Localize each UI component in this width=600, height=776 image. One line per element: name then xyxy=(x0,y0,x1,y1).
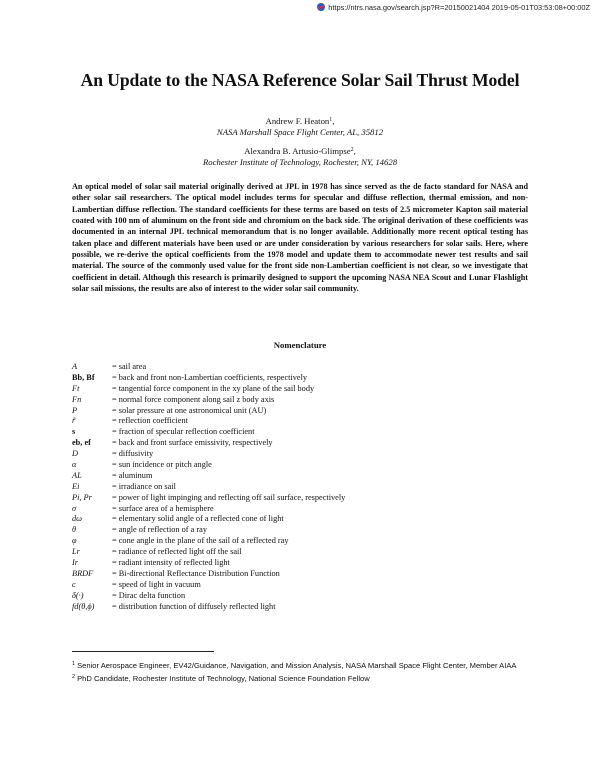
nomenclature-row xyxy=(72,547,542,558)
nomenclature-definition: = Dirac delta function xyxy=(112,590,186,600)
author-2-footnote-mark: 2 xyxy=(350,147,354,153)
nomenclature-symbol: φ xyxy=(72,536,77,546)
nomenclature-row xyxy=(72,395,542,406)
nomenclature-definition: = power of light impinging and reflecting off sail surface, respectively xyxy=(112,492,346,502)
nomenclature-symbol: Ir xyxy=(72,558,78,568)
nomenclature-definition: = speed of light in vacuum xyxy=(112,579,201,589)
nomenclature-row xyxy=(72,373,542,384)
nomenclature-heading: Nomenclature xyxy=(273,340,327,350)
nomenclature-definition: = reflection coefficient xyxy=(112,416,188,426)
nomenclature-row xyxy=(72,471,542,482)
nomenclature-symbol: α xyxy=(72,460,77,470)
author-2-affiliation: Rochester Institute of Technology, Rochester, NY, 14628 xyxy=(202,157,398,167)
author-1-affiliation: NASA Marshall Space Flight Center, AL, 35812 xyxy=(216,127,384,137)
ntrs-header xyxy=(317,0,590,14)
nomenclature-row xyxy=(72,362,542,373)
nomenclature-row xyxy=(72,416,542,427)
nomenclature-definition: = fraction of specular reflection coefficient xyxy=(112,427,255,437)
author-2-suffix: , xyxy=(353,146,356,156)
nomenclature-symbol: r̃ xyxy=(72,416,76,426)
nomenclature-definition: = normal force component along sail z body axis xyxy=(112,394,275,404)
nomenclature-row xyxy=(72,525,542,536)
nomenclature-definition: = Bi-directional Reflectance Distribution Function xyxy=(112,568,280,578)
nomenclature-definition: = radiance of reflected light off the sail xyxy=(112,547,242,557)
nomenclature-row xyxy=(72,580,542,591)
nomenclature-symbol: Ft xyxy=(72,383,80,393)
nomenclature-definition: = tangential force component in the xy plane of the sail body xyxy=(112,383,315,393)
nomenclature-symbol: dω xyxy=(72,514,83,524)
nomenclature-list xyxy=(72,362,542,612)
footnote-divider xyxy=(72,651,214,652)
nomenclature-symbol: A xyxy=(72,362,78,371)
ntrs-logo-icon xyxy=(317,3,325,11)
nomenclature-symbol: c xyxy=(72,579,76,589)
footnote-text: PhD Candidate, Rochester Institute of Technology, National Science Foundation Fellow xyxy=(77,673,370,683)
nomenclature-symbol: Pi, Pr xyxy=(72,492,92,502)
abstract: An optical model of solar sail material originally derived at JPL in 1978 has since served as the de facto standard for NASA and other solar sail researchers. The optical model includes terms for specular and diffuse reflection, thermal emission, and non-Lambertian diffuse reflection. The standard coefficients for these terms are based on tests of 2.5 micrometer Kapton sail material coated with 100 nm of aluminum on the front side and chromium on the back side. The original derivation of these coefficients was documented in an internal JPL technical memorandum that is no longer available. Additionally more recent optical testing has taken place and different materials have been used or are under consideration by various researchers for solar sails. Here, where possible, we re-derive the optical coefficients from the 1978 model and update them to accommodate newer test results and sail material. The source of the commonly used value for the front side non-Lambertian coefficient is not clear, so we investigate that coefficient in detail. Although this research is primarily designed to support the upcoming NASA NEA Scout and Lunar Flashlight solar sail missions, the results are also of interest to the wider solar sail community. xyxy=(72,182,528,294)
footnotes xyxy=(72,659,530,684)
nomenclature-row xyxy=(72,514,542,525)
nomenclature-row xyxy=(72,406,542,417)
nomenclature-row xyxy=(72,536,542,547)
nomenclature-symbol: fd(θ,ϕ) xyxy=(72,601,95,611)
footnote-text: Senior Aerospace Engineer, EV42/Guidance, Navigation, and Mission Analysis, NASA Marshall Space Flight Center, Member AIAA xyxy=(77,661,517,670)
nomenclature-symbol: Ei xyxy=(72,481,80,491)
nomenclature-symbol: Bb, Bf xyxy=(72,372,95,382)
nomenclature-definition: = irradiance on sail xyxy=(112,481,176,491)
nomenclature-row xyxy=(72,384,542,395)
nomenclature-row xyxy=(72,438,542,449)
nomenclature-definition: = sail area xyxy=(112,362,147,371)
footnote-mark: 2 xyxy=(72,673,76,680)
nomenclature-row xyxy=(72,602,542,613)
nomenclature-definition: = angle of reflection of a ray xyxy=(112,525,207,535)
nomenclature-row xyxy=(72,449,542,460)
nomenclature-row xyxy=(72,504,542,515)
nomenclature-symbol: θ xyxy=(72,525,77,535)
ntrs-url[interactable]: https://ntrs.nasa.gov/search.jsp?R=20150021404 2019-05-01T03:53:08+00:00Z xyxy=(328,2,590,12)
nomenclature-symbol: δ(·) xyxy=(72,590,84,600)
author-2-name: Alexandra B. Artusio-Glimpse xyxy=(244,146,351,156)
paper-title: An Update to the NASA Reference Solar Sail Thrust Model xyxy=(80,70,520,90)
nomenclature-definition: = distribution function of diffusely reflected light xyxy=(112,601,276,611)
nomenclature-symbol: D xyxy=(72,449,78,459)
nomenclature-symbol: eb, ef xyxy=(72,438,91,448)
author-1-footnote-mark: 1 xyxy=(329,117,333,123)
nomenclature-definition: = solar pressure at one astronomical unit (AU) xyxy=(112,405,267,415)
author-2 xyxy=(0,146,600,156)
nomenclature-symbol: s xyxy=(72,427,76,437)
nomenclature-row xyxy=(72,460,542,471)
nomenclature-definition: = radiant intensity of reflected light xyxy=(112,558,230,568)
nomenclature-symbol: Lr xyxy=(72,547,80,557)
nomenclature-definition: = cone angle in the plane of the sail of a reflected ray xyxy=(112,536,289,546)
nomenclature-row xyxy=(72,427,542,438)
nomenclature-symbol: P xyxy=(72,405,78,415)
nomenclature-definition: = diffusivity xyxy=(112,449,154,459)
nomenclature-definition: = back and front surface emissivity, respectively xyxy=(112,438,273,448)
nomenclature-definition: = aluminum xyxy=(112,470,153,480)
author-1-suffix: , xyxy=(332,116,335,126)
author-1-name: Andrew F. Heaton xyxy=(265,116,330,126)
nomenclature-definition: = elementary solid angle of a reflected cone of light xyxy=(112,514,284,524)
nomenclature-symbol: Fn xyxy=(72,394,82,404)
nomenclature-row xyxy=(72,482,542,493)
nomenclature-row xyxy=(72,493,542,504)
nomenclature-row xyxy=(72,591,542,602)
nomenclature-symbol: σ xyxy=(72,503,77,513)
nomenclature-definition: = sun incidence or pitch angle xyxy=(112,460,212,470)
nomenclature-definition: = surface area of a hemisphere xyxy=(112,503,214,513)
footnote xyxy=(72,659,530,672)
nomenclature-symbol: AL xyxy=(72,470,82,480)
nomenclature-symbol: BRDF xyxy=(72,568,94,578)
nomenclature-row xyxy=(72,558,542,569)
footnote-mark: 1 xyxy=(72,661,76,667)
nomenclature-row xyxy=(72,569,542,580)
nomenclature-definition: = back and front non-Lambertian coefficients, respectively xyxy=(112,372,308,382)
author-1 xyxy=(0,116,600,126)
footnote xyxy=(72,672,530,685)
